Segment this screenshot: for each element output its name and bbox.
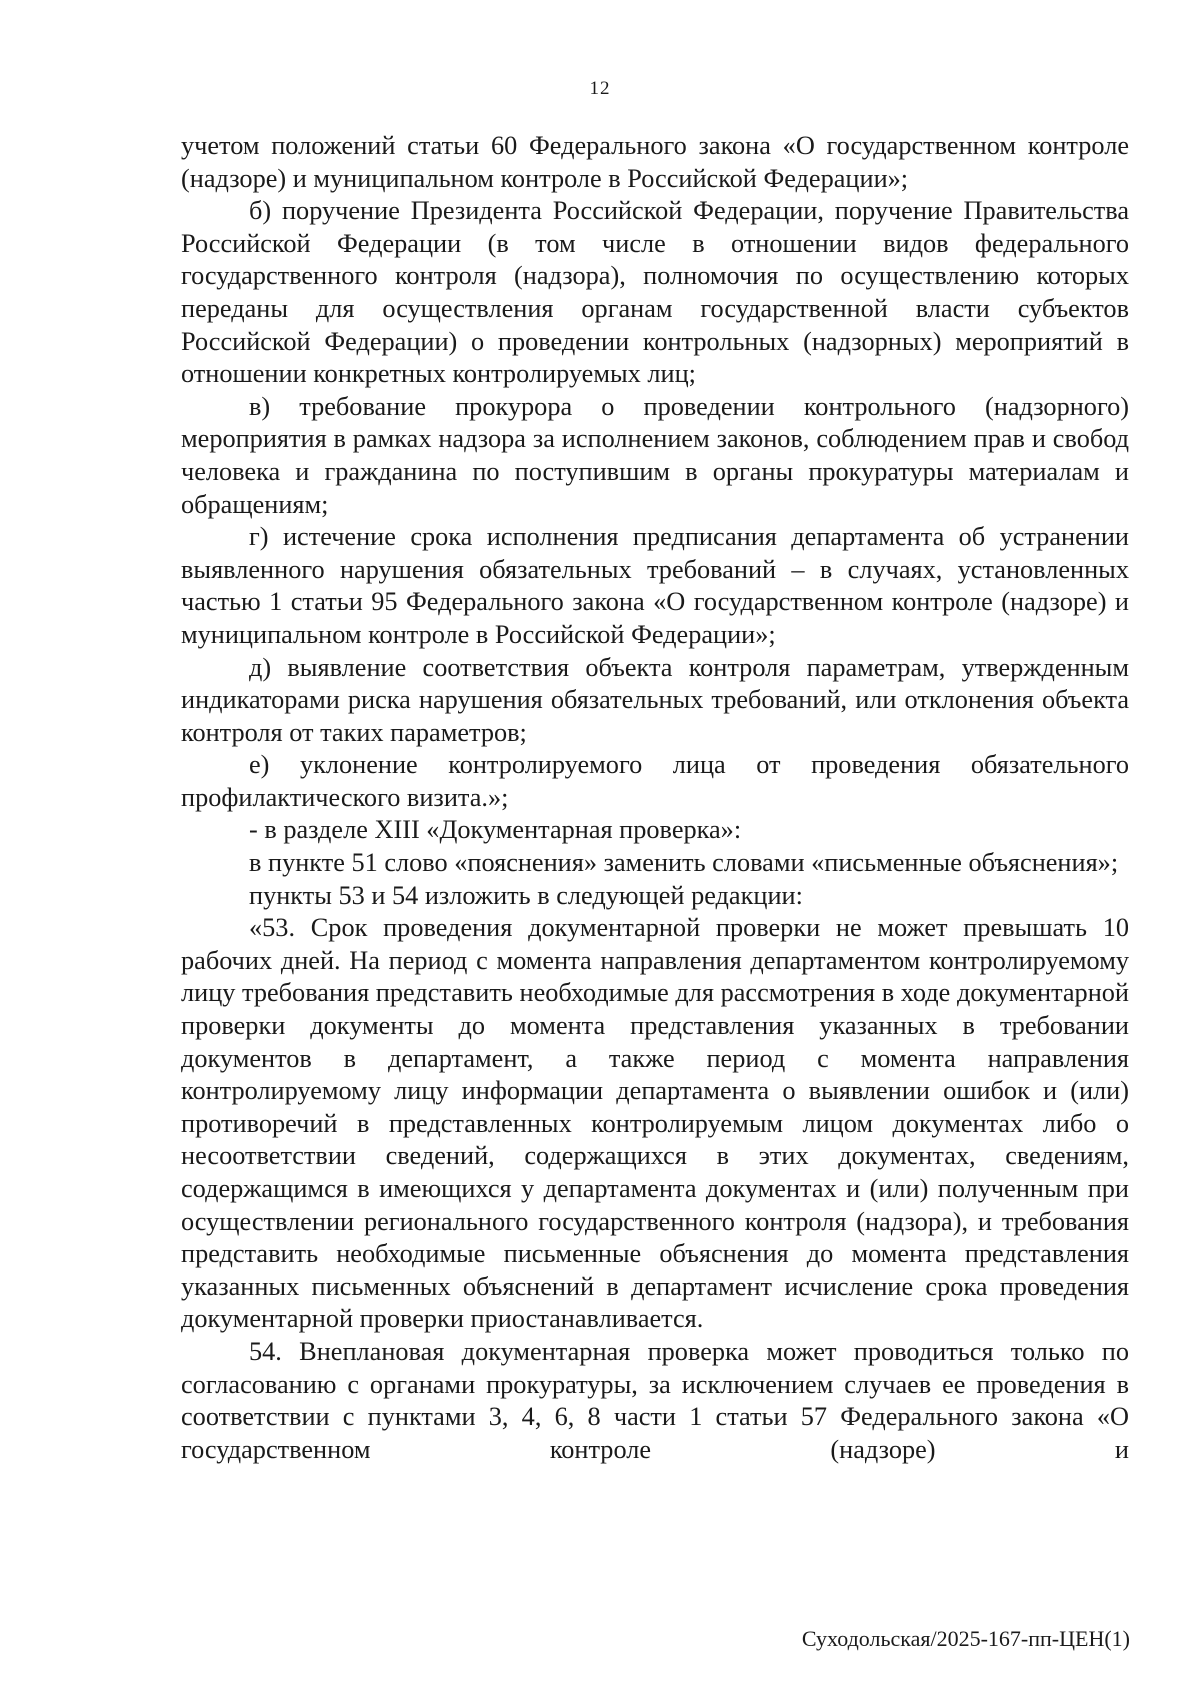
paragraph-2: б) поручение Президента Российской Федерации, поручение Правительства Российской Федерации (в том числе в отношении видов федерального государственного контроля (надзора), полномочия по осуществлению которых переданы для осуществления органам государственной власти субъектов Российской Федерации) о проведении контрольных (надзорных) мероприятий в отношении конкретных контролируемых лиц; xyxy=(181,196,1129,389)
paragraph-10: «53. Срок проведения документарной проверки не может превышать 10 рабочих дней. На период с момента направления департаментом контролируемому лицу требования представить необходимые для рассмотрения в ходе документарной проверки документы до момента представления указанных в требовании документов в департамент, а также период с момента направления контролируемому лицу информации департамента о выявлении ошибок и (или) противоречий в представленных контролируемым лицом документах либо о несоответствии сведений, содержащихся в этих документах, сведениям, содержащимся в имеющихся у департамента документах и (или) полученным при осуществлении регионального государственного контроля (надзора), и требования представить необходимые письменные объяснения до момента представления указанных письменных объяснений в департамент исчисление срока проведения документарной проверки приостанавливается. xyxy=(181,913,1129,1334)
paragraph-5: д) выявление соответствия объекта контроля параметрам, утвержденным индикаторами риска нарушения обязательных требований, или отклонения объекта контроля от таких параметров; xyxy=(181,652,1129,747)
paragraph-1: учетом положений статьи 60 Федерального закона «О государственном контроле (надзоре) и муниципальном контроле в Российской Федерации»; xyxy=(181,131,1129,193)
paragraph-4: г) истечение срока исполнения предписания департамента об устранении выявленного нарушения обязательных требований – в случаях, установленных частью 1 статьи 95 Федерального закона «О государственном контроле (надзоре) и муниципальном контроле в Российской Федерации»; xyxy=(181,522,1129,649)
paragraph-6: е) уклонение контролируемого лица от проведения обязательного профилактического визита.»; xyxy=(181,750,1129,812)
paragraph-7: - в разделе XIII «Документарная проверка»: xyxy=(249,815,742,845)
paragraph-9: пункты 53 и 54 изложить в следующей редакции: xyxy=(249,880,803,910)
document-footer-reference: Суходольская/2025-167-пп-ЦЕН(1) xyxy=(801,1626,1130,1651)
document-body xyxy=(181,130,1129,1466)
page-number: 12 xyxy=(589,78,611,99)
paragraph-11: 54. Внеплановая документарная проверка может проводиться только по согласованию с органами прокуратуры, за исключением случаев ее проведения в соответствии с пунктами 3, 4, 6, 8 части 1 статьи 57 Федерального закона «О государственном контроле (надзоре) и xyxy=(181,1336,1129,1464)
paragraph-8: в пункте 51 слово «пояснения» заменить словами «письменные объяснения»; xyxy=(249,848,1119,878)
paragraph-3: в) требование прокурора о проведении контрольного (надзорного) мероприятия в рамках надзора за исполнением законов, соблюдением прав и свобод человека и гражданина по поступившим в органы прокуратуры материалам и обращениям; xyxy=(181,391,1129,519)
